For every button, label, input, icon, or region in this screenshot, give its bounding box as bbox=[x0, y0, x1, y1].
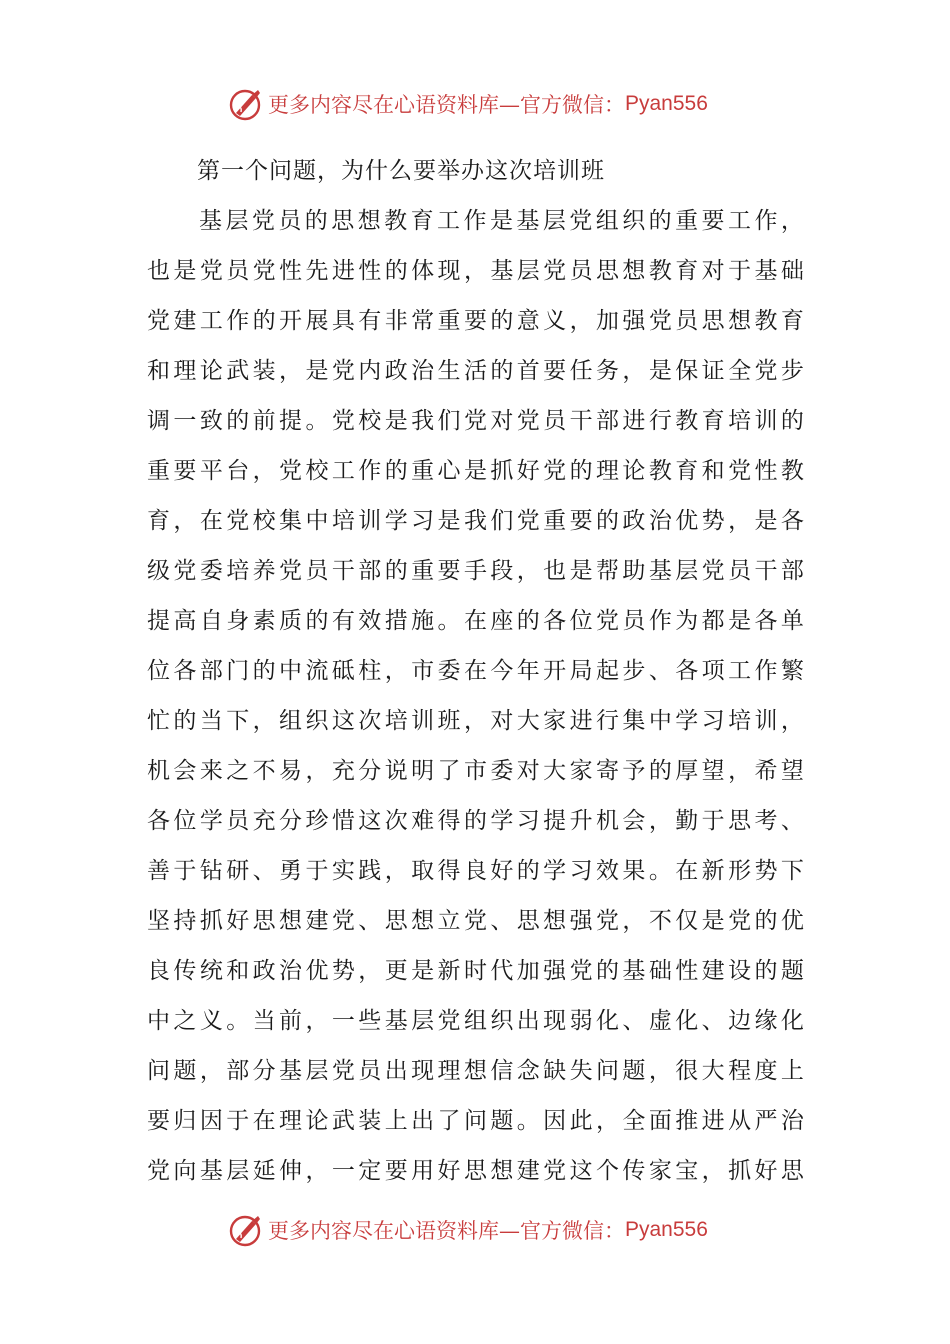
header-watermark bbox=[228, 84, 708, 124]
section-heading: 第一个问题，为什么要举办这次培训班 bbox=[197, 158, 605, 184]
pen-logo-icon bbox=[228, 86, 264, 122]
watermark-text: 更多内容尽在心语资料库—官方微信： bbox=[268, 93, 625, 117]
watermark-text: 更多内容尽在心语资料库—官方微信： bbox=[268, 1219, 625, 1243]
footer-watermark bbox=[228, 1210, 708, 1250]
pen-logo-icon bbox=[228, 1212, 264, 1248]
watermark-handle: Pyan556 bbox=[625, 92, 708, 115]
watermark-handle: Pyan556 bbox=[625, 1218, 708, 1241]
document-body bbox=[147, 146, 807, 1196]
body-paragraph: 基层党员的思想教育工作是基层党组织的重要工作，也是党员党性先进性的体现，基层党员思想教育对于基础党建工作的开展具有非常重要的意义，加强党员思想教育和理论武装，是党内政治生活的首要任务，是保证全党步调一致的前提。党校是我们党对党员干部进行教育培训的重要平台，党校工作的重心是抓好党的理论教育和党性教育，在党校集中培训学习是我们党重要的政治优势，是各级党委培养党员干部的重要手段，也是帮助基层党员干部提高自身素质的有效措施。在座的各位党员作为都是各单位各部门的中流砥柱，市委在今年开局起步、各项工作繁忙的当下，组织这次培训班，对大家进行集中学习培训，机会来之不易，充分说明了市委对大家寄予的厚望，希望各位学员充分珍惜这次难得的学习提升机会，勤于思考、善于钻研、勇于实践，取得良好的学习效果。在新形势下坚持抓好思想建党、思想立党、思想强党，不仅是党的优良传统和政治优势，更是新时代加强党的基础性建设的题中之义。当前，一些基层党组织出现弱化、虚化、边缘化问题，部分基层党员出现理想信念缺失问题，很大程度上要归因于在理论武装上出了问题。因此，全面推进从严治党向基层延伸，一定要用好思想建党这个传家宝，抓好思 bbox=[147, 208, 807, 1184]
